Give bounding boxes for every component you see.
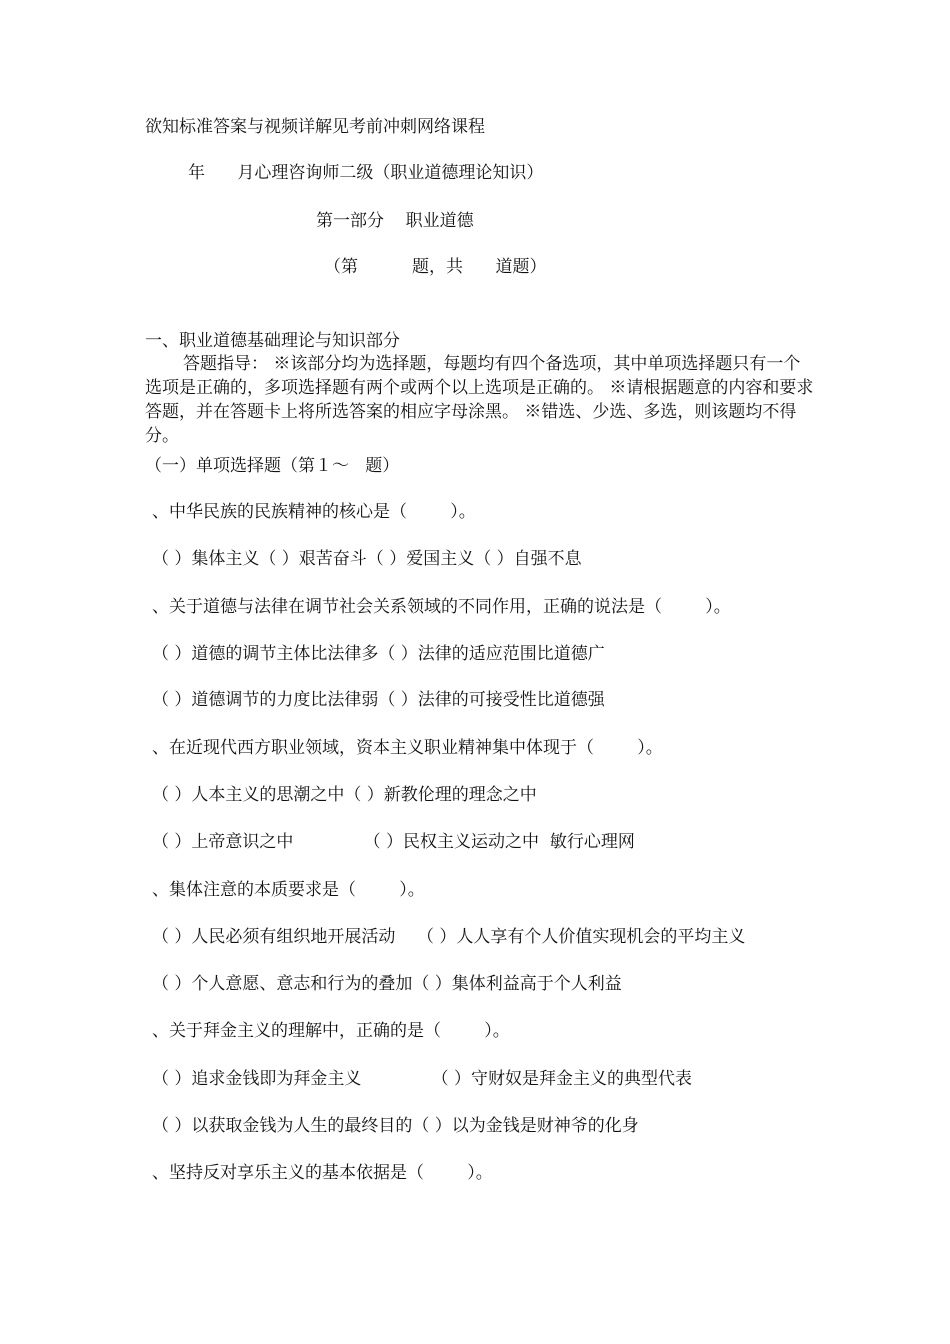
question-range: （第 题，共 道题）	[324, 257, 547, 277]
question-options: （ ）道德的调节主体比法律多（ ）法律的适应范围比道德广	[152, 644, 605, 664]
question-stem: 、关于道德与法律在调节社会关系领域的不同作用，正确的说法是（ ）。	[152, 597, 731, 617]
question-options: （ ）个人意愿、意志和行为的叠加（ ）集体利益高于个人利益	[152, 974, 622, 994]
question-stem: 、集体注意的本质要求是（ ）。	[152, 880, 425, 900]
question-options: （ ）追求金钱即为拜金主义 （ ）守财奴是拜金主义的典型代表	[152, 1069, 693, 1089]
promo-line: 欲知标准答案与视频详解见考前冲刺网络课程	[145, 117, 485, 137]
question-stem: 、中华民族的民族精神的核心是（ ）。	[152, 502, 476, 522]
question-options: （ ）以获取金钱为人生的最终目的（ ）以为金钱是财神爷的化身	[152, 1116, 639, 1136]
question-stem: 、坚持反对享乐主义的基本依据是（ ）。	[152, 1163, 493, 1183]
question-options: （ ）集体主义（ ）艰苦奋斗（ ）爱国主义（ ）自强不息	[152, 549, 582, 569]
question-stem: 、关于拜金主义的理解中，正确的是（ ）。	[152, 1021, 510, 1041]
question-options: （ ）人民必须有组织地开展活动 （ ）人人享有个人价值实现机会的平均主义	[152, 927, 746, 947]
section-title: 一、职业道德基础理论与知识部分	[145, 331, 400, 351]
question-options: （ ）人本主义的思潮之中（ ）新教伦理的理念之中	[152, 785, 537, 805]
exam-title: 年 月心理咨询师二级（职业道德理论知识）	[188, 163, 544, 183]
question-stem: 、在近现代西方职业领域，资本主义职业精神集中体现于（ ）。	[152, 738, 663, 758]
question-options: （ ）道德调节的力度比法律弱（ ）法律的可接受性比道德强	[152, 690, 605, 710]
part-title: 第一部分 职业道德	[316, 211, 474, 231]
subsection-title: （一）单项选择题（第１～ 题）	[145, 456, 400, 476]
instructions: 答题指导： ※该部分均为选择题，每题均有四个备选项，其中单项选择题只有一个选项是正确的，多项选择题有两个或两个以上选项是正确的。 ※请根据题意的内容和要求答题，并在答题卡上将所选答案的相应字母涂黑。 ※错选、少选、多选，则该题均不得分。	[145, 354, 814, 446]
question-options: （ ）上帝意识之中 （ ）民权主义运动之中 敏行心理网	[152, 832, 635, 852]
